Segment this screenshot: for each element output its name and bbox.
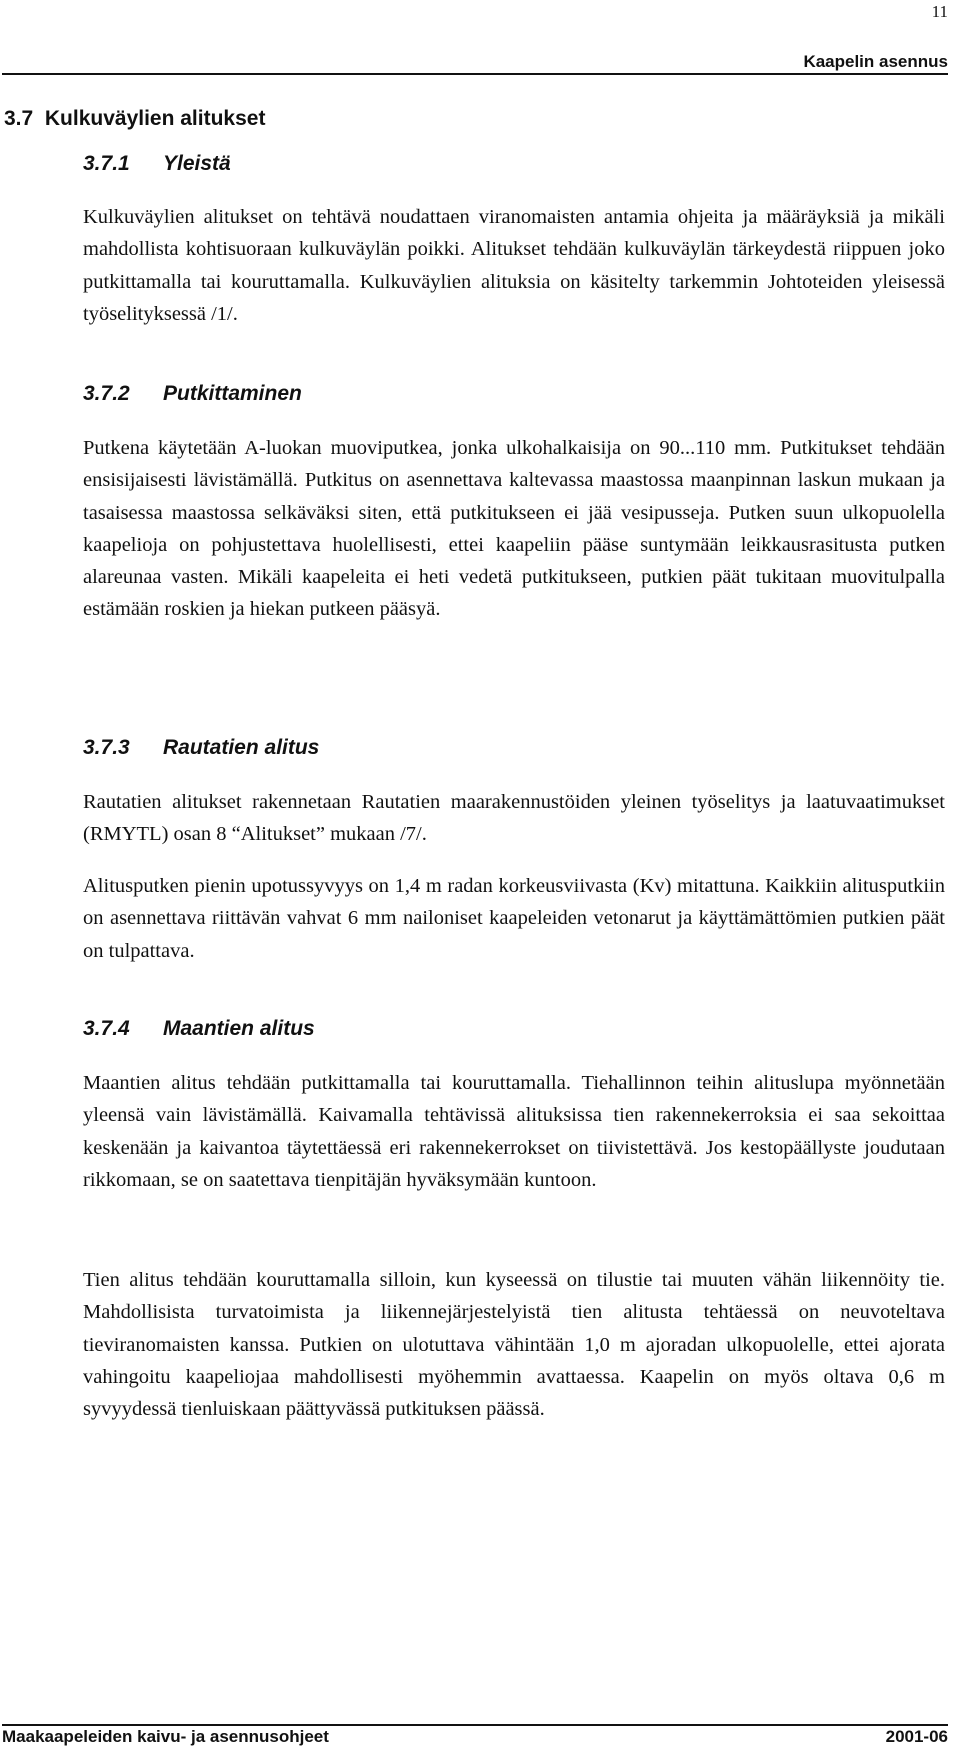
subsection-title: Yleistä — [163, 152, 231, 175]
running-title: Kaapelin asennus — [803, 52, 948, 71]
subsection-number: 3.7.3 — [83, 736, 130, 759]
paragraph-rautatien-alitus-1: Rautatien alitukset rakennetaan Rautatien maarakennustöiden yleinen työselitys ja laatuvaatimukset (RMYTL) osan 8 “Alitukset” mukaan /7/. — [83, 791, 945, 846]
subsection-number: 3.7.2 — [83, 382, 130, 405]
section-number: 3.7 — [4, 107, 34, 130]
paragraph-putkittaminen: Putkena käytetään A-luokan muoviputkea, jonka ulkohalkaisija on 90...110 mm. Putkitukset tehdään ensisijaisesti lävistämällä. Putkitus on asennettava kaltevassa maastossa maanpinnan laskun mukaan ja tasaisessa maastossa selkäväksi siten, että putkitukseen ei jää vesipusseja. Putken suun ulkopuolella kaapelioja on pohjustettava huolellisesti, ettei kaapeliin pääse suntymään leikkausrasitusta putken alareunaa vasten. Mikäli kaapeleita ei heti vedetä putkitukseen, putkien päät tukitaan muovitulpalla estämään roskien ja hiekan putkeen pääsyä. — [83, 437, 945, 621]
subsection-number: 3.7.4 — [83, 1017, 130, 1040]
subsection-number: 3.7.1 — [83, 152, 130, 175]
paragraph-yleista: Kulkuväylien alitukset on tehtävä noudattaen viranomaisten antamia ohjeita ja määräyksiä ja mikäli mahdollista kohtisuoraan kulkuväylän poikki. Alitukset tehdään kulkuväylän tärkeydestä riippuen joko putkittamalla tai kouruttamalla. Kulkuväylien alituksia on käsitelty tarkemmin Johtoteiden yleisessä työselityksessä /1/. — [83, 206, 945, 325]
paragraph-rautatien-alitus-2: Alitusputken pienin upotussyvyys on 1,4 m radan korkeusviivasta (Kv) mitattuna. Kaikkiin alitusputkiin on asennettava riittävän vahvat 6 mm nailoniset kaapeleiden vetonarut ja käyttämättömien putkien päät on tulpattava. — [83, 875, 945, 962]
footer-document-title: Maakaapeleiden kaivu- ja asennusohjeet — [2, 1727, 329, 1746]
header-rule — [2, 73, 948, 75]
paragraph-maantien-alitus-1: Maantien alitus tehdään putkittamalla tai kouruttamalla. Tiehallinnon teihin alituslupa myönnetään yleensä vain lävistämällä. Kaivamalla tehtävissä alituksissa tien rakennekerroksia ei saa sekoittaa keskenään ja kaivantoa täytettäessä eri rakennekerrokset on tiivistettävä. Jos kestopäällyste joudutaan rikkomaan, se on saatettava tienpitäjän hyväksymään kuntoon. — [83, 1072, 945, 1191]
subsection-heading-putkittaminen — [83, 382, 302, 406]
section-title: Kulkuväylien alitukset — [44, 107, 266, 130]
section-heading — [4, 107, 265, 131]
subsection-heading-yleista — [83, 152, 231, 176]
footer-date: 2001-06 — [885, 1727, 948, 1746]
subsection-title: Putkittaminen — [163, 382, 302, 405]
paragraph-maantien-alitus-2: Tien alitus tehdään kouruttamalla silloin, kun kyseessä on tilustie tai muuten vähän liikennöity tie. Mahdollisista turvatoimista ja liikennejärjestelyistä tien alitusta tehtäessä on neuvoteltava tieviranomaisten kanssa. Putkien on ulotuttava vähintään 1,0 m ajoradan ulkopuolelle, ettei ajorata vahingoitu kaapeliojaa mahdollisesti myöhemmin avattaessa. Kaapelin on myös oltava 0,6 m syvyydessä tienluiskaan päättyvässä putkituksen päässä. — [83, 1269, 945, 1421]
subsection-heading-maantien-alitus — [83, 1017, 315, 1041]
page-number: 11 — [931, 2, 948, 21]
subsection-title: Rautatien alitus — [163, 736, 320, 759]
subsection-heading-rautatien-alitus — [83, 736, 319, 760]
subsection-title: Maantien alitus — [163, 1017, 315, 1040]
footer-rule — [2, 1724, 948, 1726]
